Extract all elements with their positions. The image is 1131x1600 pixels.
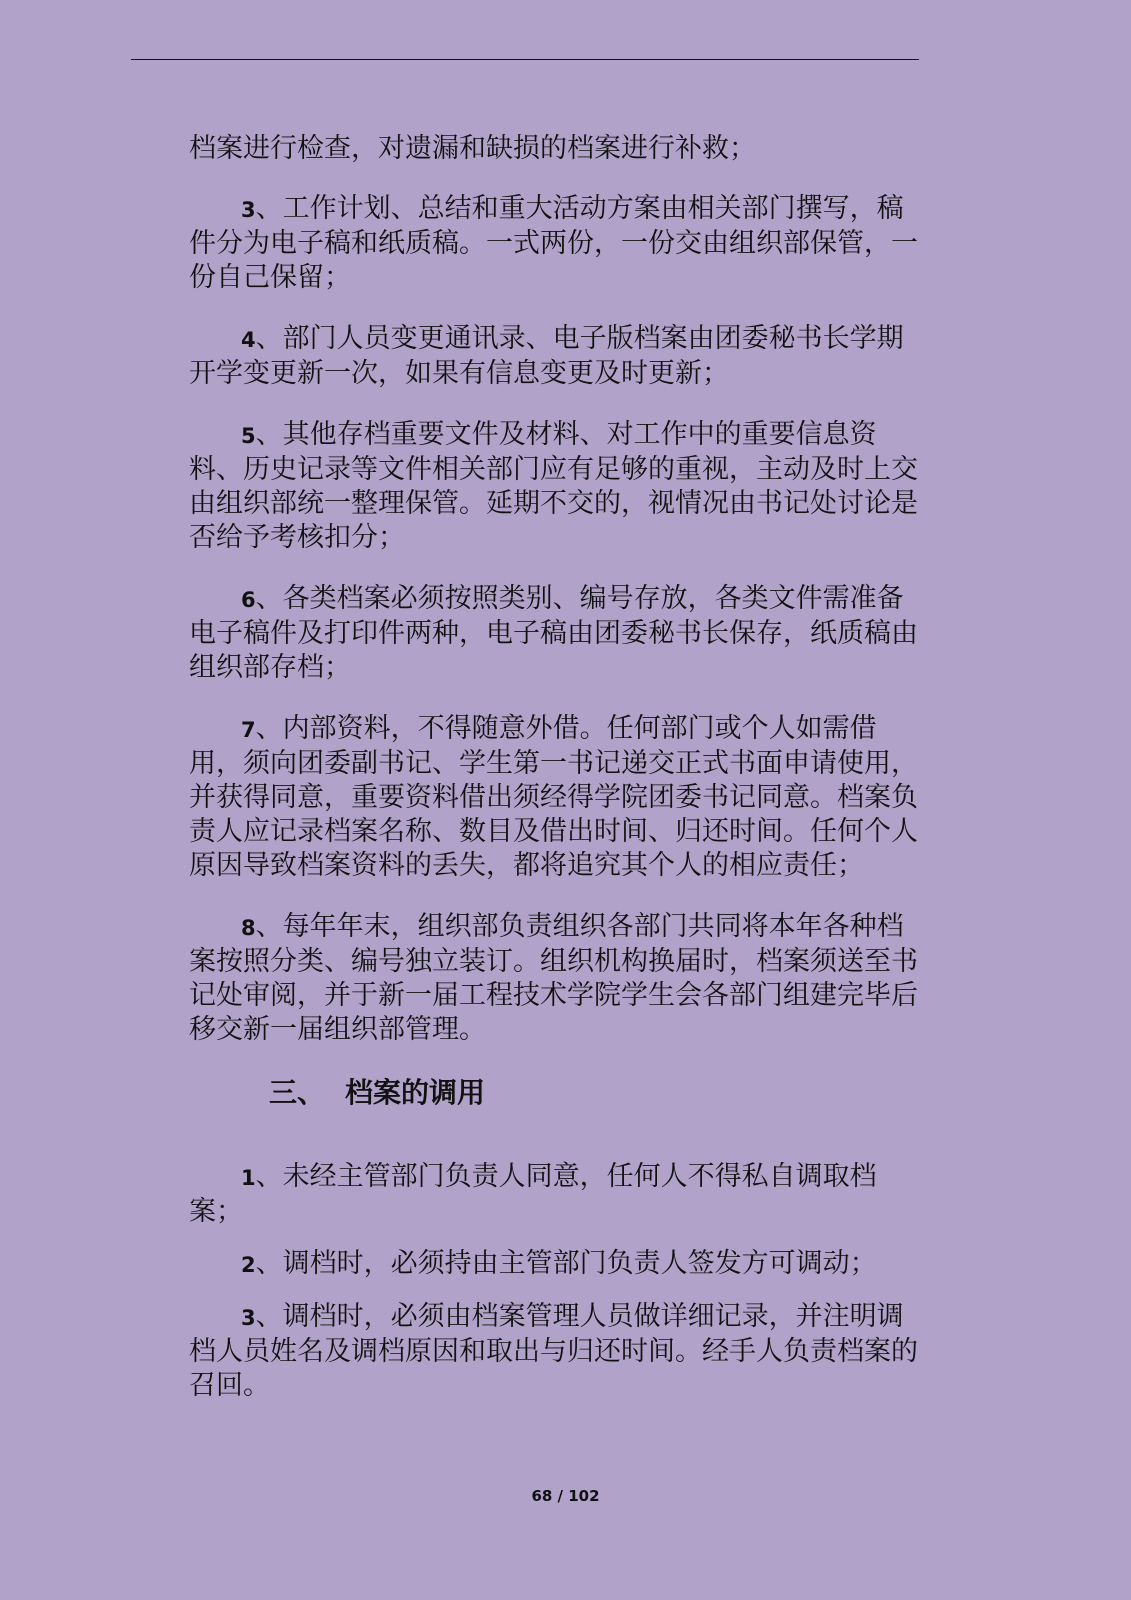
item-number: 2 [241,1253,256,1277]
item-number: 3 [241,198,256,222]
intro-paragraph: 档案进行检查，对遗漏和缺损的档案进行补救； [189,133,756,164]
item-text: 内部资料，不得随意外借。任何部门或个人如需借用，须向团委副书记、学生第一书记递交正式书面申请使用，并获得同意，重要资料借出须经得学院团委书记同意。档案负责人应记录档案名称、数目及借出时间、归还时间。任何个人原因导致档案资料的丢失，都将追究其个人的相应责任； [189,713,918,881]
page-number: 68 / 102 [531,1487,600,1505]
item-number: 8 [241,916,256,940]
list-item: 3、调档时，必须由档案管理人员做详细记录，并注明调档人员姓名及调档原因和取出与归还时间。经手人负责档案的召回。 [189,1301,918,1401]
section-number: 三、 [269,1076,326,1109]
item-text: 其他存档重要文件及材料、对工作中的重要信息资料、历史记录等文件相关部门应有足够的重视，主动及时上交由组织部统一整理保管。延期不交的，视情况由书记处讨论是否给予考核扣分； [189,419,918,553]
item-text: 未经主管部门负责人同意，任何人不得私自调取档案； [189,1161,877,1227]
item-text: 部门人员变更通讯录、电子版档案由团委秘书长学期开学变更新一次，如果有信息变更及时更新； [189,323,904,389]
item-number: 7 [241,718,256,742]
item-number: 5 [241,424,256,448]
item-number: 6 [241,588,256,612]
item-text: 调档时，必须持由主管部门负责人签发方可调动； [282,1248,877,1279]
document-body [189,132,929,1074]
section-heading [269,1076,485,1110]
list-item: 3、工作计划、总结和重大活动方案由相关部门撰写，稿件分为电子稿和纸质稿。一式两份，一份交由组织部保管，一份自己保留； [189,193,918,293]
section-title-text: 档案的调用 [345,1076,486,1109]
list-item: 2、调档时，必须持由主管部门负责人签发方可调动； [189,1247,929,1282]
item-text: 调档时，必须由档案管理人员做详细记录，并注明调档人员姓名及调档原因和取出与归还时间。经手人负责档案的召回。 [189,1301,918,1401]
list-item: 5、其他存档重要文件及材料、对工作中的重要信息资料、历史记录等文件相关部门应有足够的重视，主动及时上交由组织部统一整理保管。延期不交的，视情况由书记处讨论是否给予考核扣分； [189,419,918,553]
list-item: 6、各类档案必须按照类别、编号存放，各类文件需准备电子稿件及打印件两种，电子稿由团委秘书长保存，纸质稿由组织部存档； [189,583,918,683]
item-text: 工作计划、总结和重大活动方案由相关部门撰写，稿件分为电子稿和纸质稿。一式两份，一份交由组织部保管，一份自己保留； [189,193,918,293]
item-text: 各类档案必须按照类别、编号存放，各类文件需准备电子稿件及打印件两种，电子稿由团委秘书长保存，纸质稿由组织部存档； [189,583,918,683]
header-rule [131,59,919,60]
item-text: 每年年末，组织部负责组织各部门共同将本年各种档案按照分类、编号独立装订。组织机构换届时，档案须送至书记处审阅，并于新一届工程技术学院学生会各部门组建完毕后移交新一届组织部管理。 [189,911,918,1045]
list-item: 8、每年年末，组织部负责组织各部门共同将本年各种档案按照分类、编号独立装订。组织机构换届时，档案须送至书记处审阅，并于新一届工程技术学院学生会各部门组建完毕后移交新一届组织部管理。 [189,911,918,1045]
item-number: 4 [241,328,256,352]
section-body [189,1160,929,1421]
list-item: 7、内部资料，不得随意外借。任何部门或个人如需借用，须向团委副书记、学生第一书记递交正式书面申请使用，并获得同意，重要资料借出须经得学院团委书记同意。档案负责人应记录档案名称、数目及借出时间、归还时间。任何个人原因导致档案资料的丢失，都将追究其个人的相应责任； [189,713,918,881]
item-number: 3 [241,1306,256,1330]
item-number: 1 [241,1166,256,1190]
list-item: 1、未经主管部门负责人同意，任何人不得私自调取档案； [189,1161,877,1227]
list-item: 4、部门人员变更通讯录、电子版档案由团委秘书长学期开学变更新一次，如果有信息变更及时更新； [189,323,904,389]
